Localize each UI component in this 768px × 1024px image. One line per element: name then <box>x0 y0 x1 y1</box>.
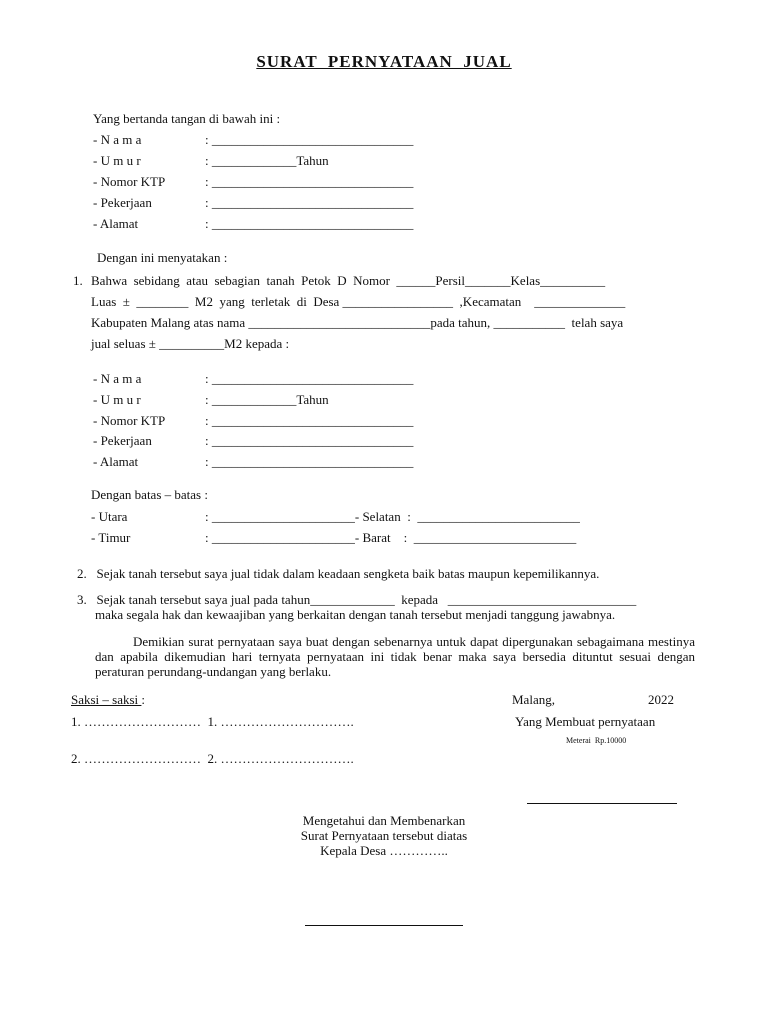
witness-heading-colon: : <box>141 692 146 707</box>
village-head-signature-line <box>305 925 463 926</box>
seller-age-label: - U m u r <box>93 153 141 168</box>
place-text: Malang, <box>512 692 555 707</box>
acknowledge-line-2: Surat Pernyataan tersebut diatas <box>300 828 468 843</box>
maker-label: Yang Membuat pernyataan <box>515 714 656 729</box>
border-north-label: - Utara <box>91 509 128 524</box>
border-east-label: - Timur <box>91 530 131 545</box>
point-1-line-1: Bahwa sebidang atau sebagian tanah Petok D Nomor ______Persil_______Kelas__________ <box>91 273 606 288</box>
witness-heading-text: Saksi – saksi <box>71 692 142 707</box>
buyer-address-label: - Alamat <box>93 454 139 469</box>
border-east-west-field: : ______________________- Barat : _________________________ <box>205 530 577 545</box>
buyer-ktp-field: : _______________________________ <box>205 413 414 428</box>
closing-paragraph: Demikian surat pernyataan saya buat dengan sebenarnya untuk dapat dipergunakan sebagaimana mestinya dan apabila dikemudian hari ternyata pernyataan ini tidak benar maka saya bersedia dituntut sesuai dengan peraturan perundang-undangan yang berlaku. <box>95 634 695 679</box>
seller-job-field: : _______________________________ <box>205 195 414 210</box>
borders-heading: Dengan batas – batas : <box>91 487 208 502</box>
buyer-name-label: - N a m a <box>93 371 142 386</box>
point-1-line-4: jual seluas ± __________M2 kepada : <box>91 336 290 351</box>
seller-name-label: - N a m a <box>93 132 142 147</box>
witness-heading <box>71 692 145 708</box>
witness-row-1: 1. ……………………… 1. …………………………. <box>71 714 354 729</box>
acknowledge-line-1: Mengetahui dan Membenarkan <box>302 813 466 828</box>
seller-age-field: : _____________Tahun <box>205 153 329 168</box>
acknowledge-line-3: Kepala Desa ………….. <box>320 843 448 858</box>
statement-intro: Dengan ini menyatakan : <box>97 250 228 265</box>
document-title: SURAT PERNYATAAN JUAL <box>256 52 512 71</box>
buyer-age-field: : _____________Tahun <box>205 392 329 407</box>
seller-ktp-field: : _______________________________ <box>205 174 414 189</box>
seller-address-field: : _______________________________ <box>205 216 414 231</box>
seller-name-field: : _______________________________ <box>205 132 414 147</box>
buyer-address-field: : _______________________________ <box>205 454 414 469</box>
point-1-line-3: Kabupaten Malang atas nama ____________________________pada tahun, ___________ telah saya <box>91 315 624 330</box>
point-1-line-2: Luas ± ________ M2 yang terletak di Desa _________________ ,Kecamatan ______________ <box>91 294 626 309</box>
seller-ktp-label: - Nomor KTP <box>93 174 166 189</box>
year-text: 2022 <box>648 692 674 707</box>
buyer-ktp-label: - Nomor KTP <box>93 413 166 428</box>
buyer-job-field: : _______________________________ <box>205 433 414 448</box>
intro-text: Yang bertanda tangan di bawah ini : <box>93 111 281 126</box>
witness-row-2: 2. ……………………… 2. …………………………. <box>71 751 354 766</box>
seller-job-label: - Pekerjaan <box>93 195 152 210</box>
stamp-duty-label: Meterai Rp.10000 <box>566 736 627 745</box>
point-3-line-1: 3. Sejak tanah tersebut saya jual pada tahun_____________ kepada _____________________________ <box>77 592 637 607</box>
point-1-number: 1. <box>73 273 83 288</box>
seller-address-label: - Alamat <box>93 216 139 231</box>
border-north-south-field: : ______________________- Selatan : _________________________ <box>205 509 580 524</box>
buyer-age-label: - U m u r <box>93 392 141 407</box>
point-3-line-2: maka segala hak dan kewaajiban yang berkaitan dengan tanah tersebut menjadi tanggung jawabnya. <box>95 607 616 622</box>
point-2: 2. Sejak tanah tersebut saya jual tidak dalam keadaan sengketa baik batas maupun kepemilikannya. <box>77 566 600 581</box>
buyer-job-label: - Pekerjaan <box>93 433 152 448</box>
maker-signature-line <box>527 803 677 804</box>
buyer-name-field: : _______________________________ <box>205 371 414 386</box>
